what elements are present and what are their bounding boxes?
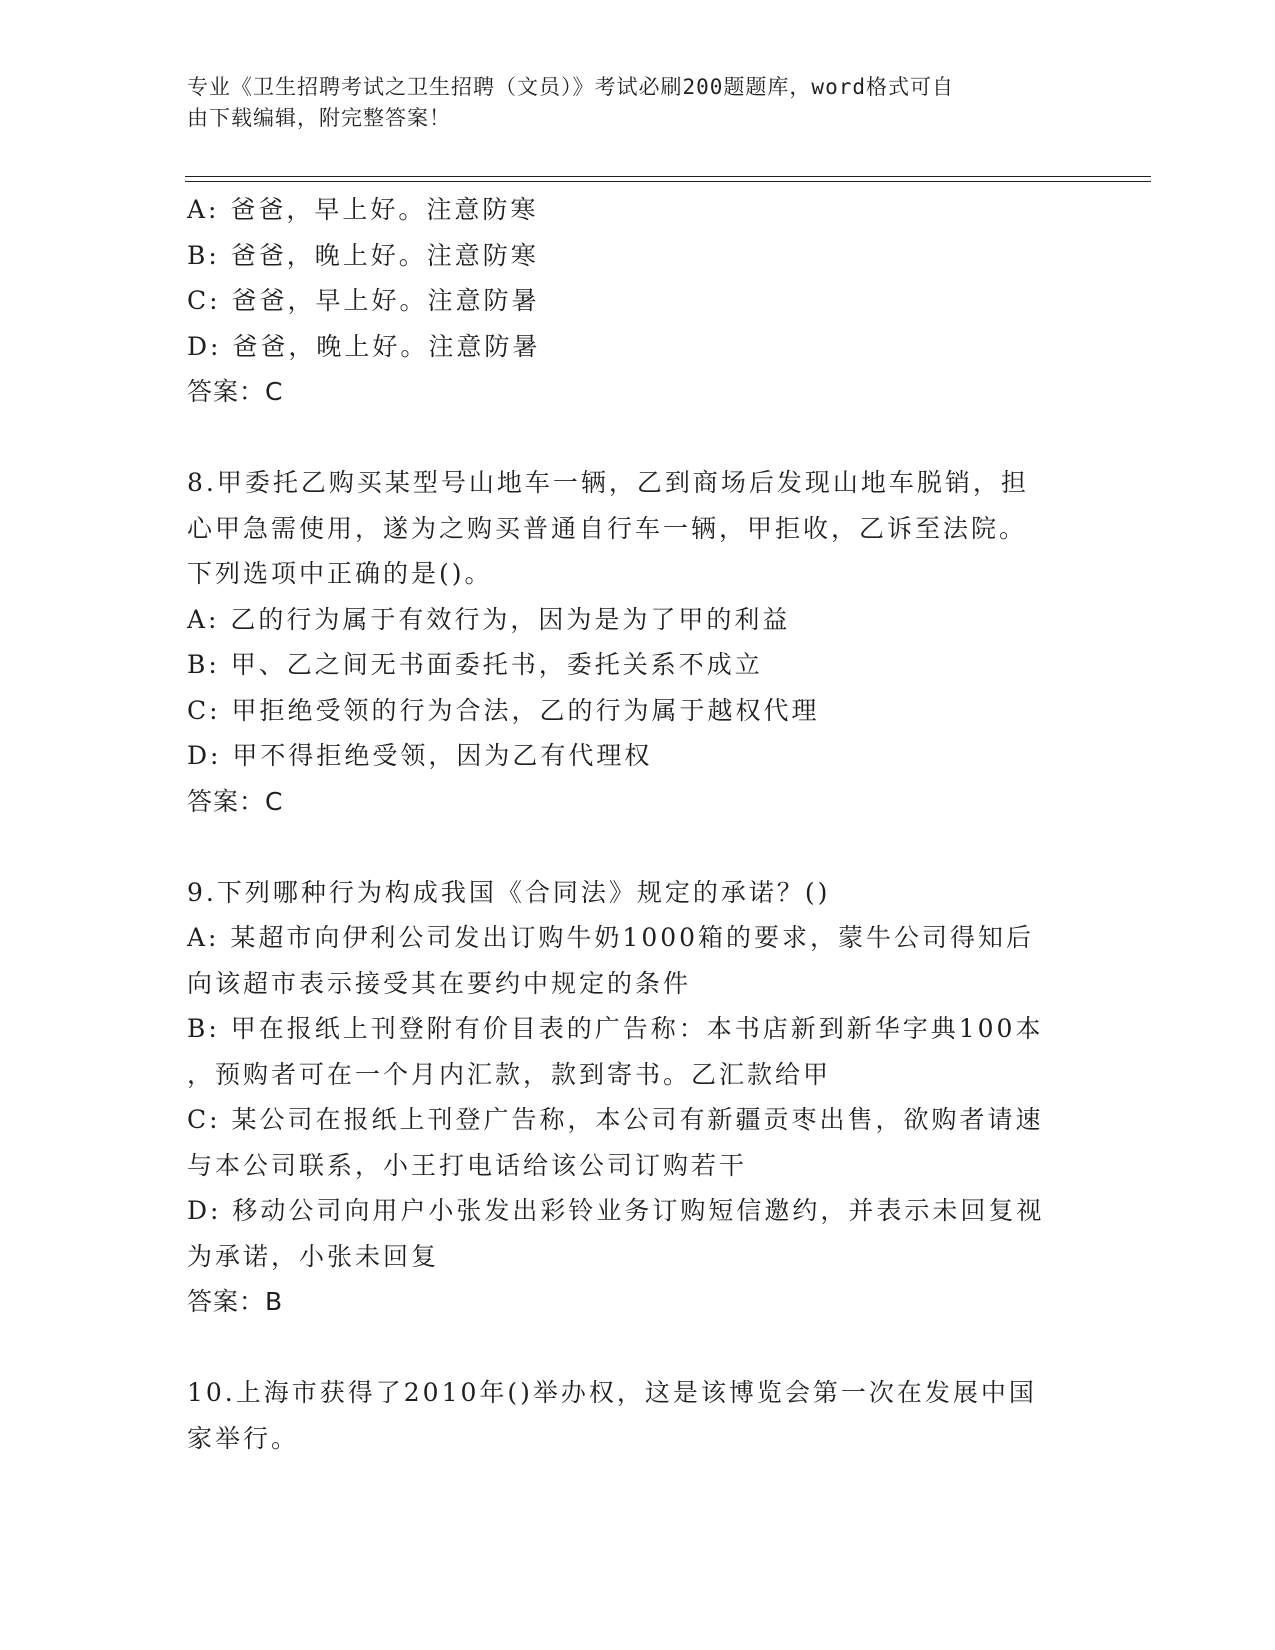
option-d-cont: 为承诺，小张未回复 bbox=[187, 1241, 440, 1271]
option-a-cont: 向该超市表示接受其在要约中规定的条件 bbox=[187, 968, 692, 998]
option-c-cont: 与本公司联系，小王打电话给该公司订购若干 bbox=[187, 1150, 748, 1180]
option-c: C: 甲拒绝受领的行为合法，乙的行为属于越权代理 bbox=[187, 695, 820, 725]
option-a: A: 爸爸，早上好。注意防寒 bbox=[187, 195, 539, 224]
question-stem: 8.甲委托乙购买某型号山地车一辆，乙到商场后发现山地车脱销，担 bbox=[187, 468, 1029, 497]
answer: 答案：B bbox=[187, 1287, 284, 1316]
option-c: C: 爸爸，早上好。注意防暑 bbox=[187, 286, 540, 315]
header-line: 由下载编辑，附完整答案！ bbox=[187, 106, 451, 130]
option-b: B: 甲、乙之间无书面委托书，委托关系不成立 bbox=[187, 650, 763, 679]
spacer bbox=[187, 824, 1087, 870]
option-b-cont: ，预购者可在一个月内汇款，款到寄书。乙汇款给甲 bbox=[187, 1059, 832, 1089]
question-8 bbox=[187, 460, 1087, 824]
option-b: B: 爸爸，晚上好。注意防寒 bbox=[187, 240, 539, 270]
header-divider bbox=[185, 181, 1151, 182]
spacer bbox=[187, 415, 1087, 461]
question-9 bbox=[187, 870, 1087, 1325]
question-stem: 心甲急需使用，遂为之购买普通自行车一辆，甲拒收，乙诉至法院。 bbox=[187, 513, 1028, 543]
question-stem: 10.上海市获得了2010年()举办权，这是该博览会第一次在发展中国 bbox=[187, 1378, 1037, 1407]
option-c: C: 某公司在报纸上刊登广告称，本公司有新疆贡枣出售，欲购者请速 bbox=[187, 1105, 1044, 1134]
option-b: B: 甲在报纸上刊登附有价目表的广告称：本书店新到新华字典100本 bbox=[187, 1014, 1044, 1043]
question-stem: 9.下列哪种行为构成我国《合同法》规定的承诺？() bbox=[187, 877, 831, 907]
question-list bbox=[187, 187, 1087, 1461]
document-header bbox=[187, 72, 1067, 134]
header-line: 专业《卫生招聘考试之卫生招聘（文员）》考试必刷200题题库，word格式可自 bbox=[187, 75, 954, 99]
option-a: A: 某超市向伊利公司发出订购牛奶1000箱的要求，蒙牛公司得知后 bbox=[187, 923, 1035, 952]
answer: 答案：C bbox=[187, 377, 284, 406]
option-a: A: 乙的行为属于有效行为，因为是为了甲的利益 bbox=[187, 604, 791, 634]
question-7-tail bbox=[187, 187, 1087, 415]
option-d: D: 移动公司向用户小张发出彩铃业务订购短信邀约，并表示未回复视 bbox=[187, 1196, 1045, 1225]
question-stem: 下列选项中正确的是()。 bbox=[187, 559, 493, 588]
spacer bbox=[187, 1325, 1087, 1371]
question-10 bbox=[187, 1370, 1087, 1461]
option-d: D: 爸爸，晚上好。注意防暑 bbox=[187, 331, 541, 361]
option-d: D: 甲不得拒绝受领，因为乙有代理权 bbox=[187, 741, 653, 770]
header-divider bbox=[185, 176, 1151, 177]
question-stem: 家举行。 bbox=[187, 1423, 300, 1453]
answer: 答案：C bbox=[187, 786, 284, 816]
